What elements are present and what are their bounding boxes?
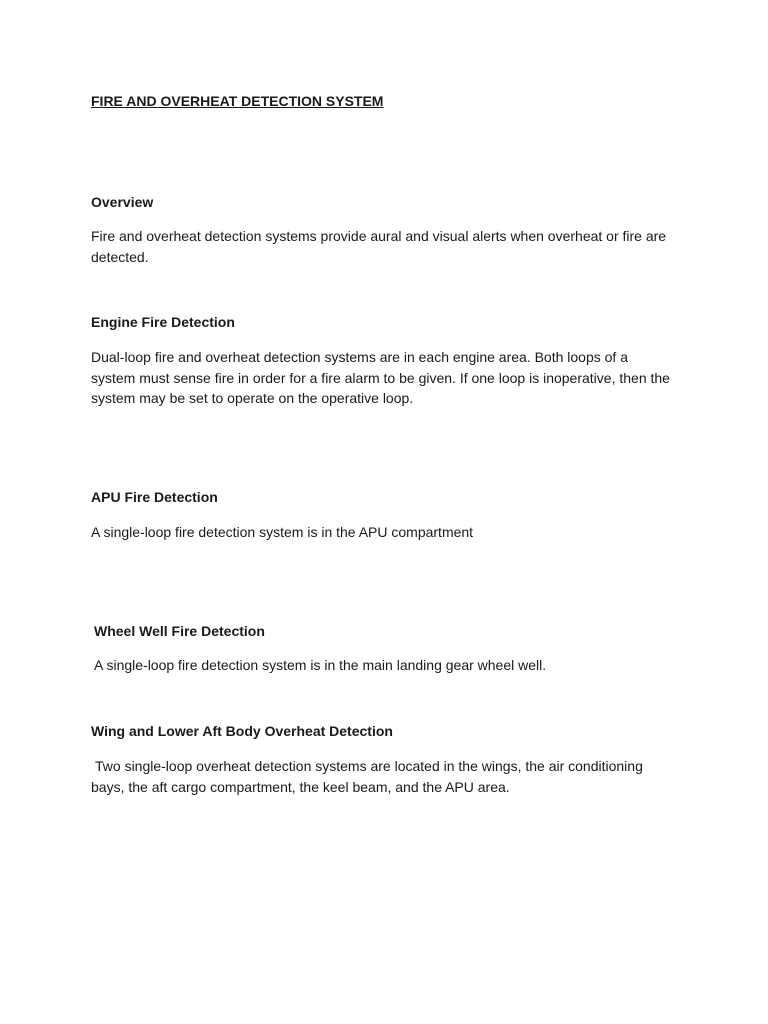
document-title: FIRE AND OVERHEAT DETECTION SYSTEM: [91, 93, 384, 109]
section-heading: Wing and Lower Aft Body Overheat Detection: [91, 723, 393, 739]
section-body: Dual-loop fire and overheat detection systems are in each engine area. Both loops of a system must sense fire in order for a fire alarm to be given. If one loop is inoperative, then the system may be set to operate on the operative loop.: [91, 349, 670, 406]
section-body: A single-loop fire detection system is in the APU compartment: [91, 524, 474, 540]
section-heading: APU Fire Detection: [91, 489, 218, 505]
section-heading: Overview: [91, 194, 154, 210]
section-heading: Engine Fire Detection: [91, 314, 235, 330]
section-body: Two single-loop overheat detection systems are located in the wings, the air conditioning bays, the aft cargo compartment, the keel beam, and the APU area.: [91, 758, 643, 795]
section-body: Fire and overheat detection systems provide aural and visual alerts when overheat or fire are detected.: [91, 228, 667, 265]
section-heading: Wheel Well Fire Detection: [94, 623, 265, 639]
section-body: A single-loop fire detection system is in the main landing gear wheel well.: [94, 657, 547, 673]
